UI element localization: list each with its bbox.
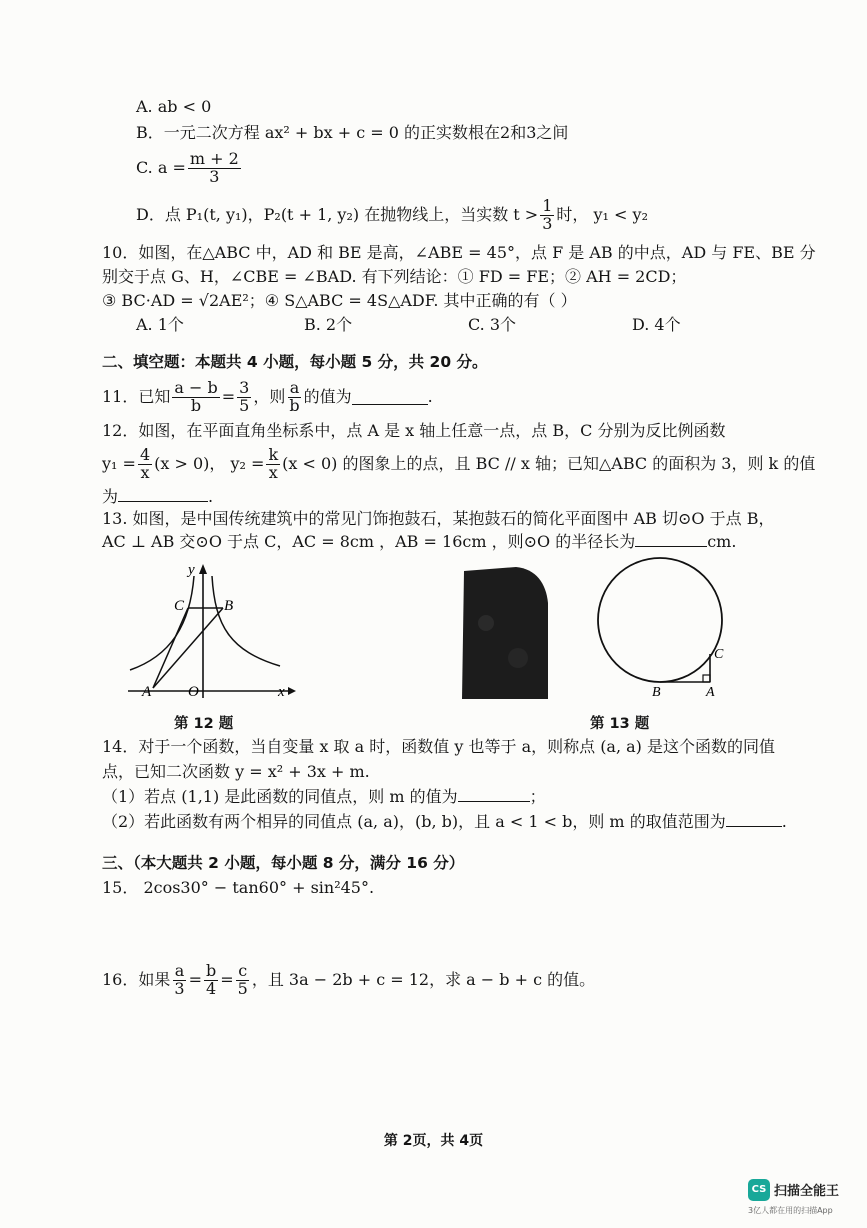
camscanner-logo-icon: CS xyxy=(748,1179,770,1201)
watermark-subtitle: 3亿人都在用的扫描App xyxy=(748,1206,833,1215)
q16-equals-2: = xyxy=(220,970,234,989)
q16-f2-denominator: 4 xyxy=(206,978,217,998)
q14-part1-end: ； xyxy=(529,787,546,806)
q9-option-c-prefix: C. a = xyxy=(136,158,186,177)
label-b: B xyxy=(652,685,661,700)
q12-y1: y₁ = xyxy=(102,454,136,473)
q13-unit: cm. xyxy=(707,532,737,551)
q14-part1-blank[interactable] xyxy=(458,787,530,802)
y-axis-arrow xyxy=(199,564,207,574)
q14-line-1: 14．对于一个函数，当自变量 x 取 a 时，函数值 y 也等于 a，则称点 (a, a) 是这个函数的同值 xyxy=(102,737,776,756)
label-c: C xyxy=(714,647,724,662)
q14-part2-text: （2）若此函数有两个相异的同值点 (a, a)，(b, b)，且 a < 1 < b，则 m 的取值范围为 xyxy=(102,812,726,831)
q14-part-2 xyxy=(102,811,787,833)
q9-d-denominator: 3 xyxy=(542,213,553,233)
q11-f3-denominator: b xyxy=(289,395,300,415)
label-x: x xyxy=(278,684,285,700)
q16-suffix: ，且 3a − 2b + c = 12，求 a − b + c 的值。 xyxy=(251,970,596,989)
q9-c-numerator: m + 2 xyxy=(189,148,239,168)
q9-option-d-suffix: 时， y₁ < y₂ xyxy=(556,205,648,224)
q10-option-d: D. 4个 xyxy=(632,315,681,334)
segment-ac xyxy=(153,608,188,688)
q16-fraction-b xyxy=(204,960,218,998)
q9-d-numerator: 1 xyxy=(542,195,553,215)
figure-13-caption: 第 13 题 xyxy=(590,716,650,732)
q11-answer-blank[interactable] xyxy=(352,390,428,405)
q14-part1-text: （1）若点 (1,1) 是此函数的同值点，则 m 的值为 xyxy=(102,787,458,806)
q16-f2-numerator: b xyxy=(205,960,217,980)
x-axis-arrow xyxy=(288,687,296,695)
label-b: B xyxy=(224,598,234,614)
q9-option-d-prefix: D．点 P₁(t, y₁)，P₂(t + 1, y₂) 在抛物线上，当实数 t > xyxy=(136,205,539,224)
hyperbola-right-branch xyxy=(212,576,280,666)
q12-f2-denominator: x xyxy=(268,462,278,482)
q11-suffix: 的值为 xyxy=(303,387,352,406)
q16-fraction-a xyxy=(172,960,186,998)
q9-option-a: A. ab < 0 xyxy=(136,97,212,116)
q12-fraction-2 xyxy=(266,444,280,482)
q12-line3-end: . xyxy=(208,487,214,506)
q12-f1-denominator: x xyxy=(140,462,150,482)
q12-f2-numerator: k xyxy=(268,444,279,464)
hyperbola-left-branch xyxy=(130,576,194,670)
q9-option-b: B．一元二次方程 ax² + bx + c = 0 的正实数根在2和3之间 xyxy=(136,123,569,142)
figure-13-drum-stone-photo xyxy=(456,563,552,703)
q11-equals: = xyxy=(221,387,236,406)
q12-fraction-1 xyxy=(138,444,152,482)
q13-line-1: 13. 如图，是中国传统建筑中的常见门饰抱鼓石，某抱鼓石的简化平面图中 AB 切⊙O 于点 B， xyxy=(102,509,775,528)
label-c: C xyxy=(174,598,185,614)
stone-texture xyxy=(478,615,494,631)
figure-13-circle-diagram xyxy=(590,556,740,706)
q12-answer-blank[interactable] xyxy=(118,487,208,502)
q14-part-1 xyxy=(102,786,546,808)
q12-f1-numerator: 4 xyxy=(139,444,151,464)
q10-line-3: ③ BC·AD = √2AE²；④ S△ABC = 4S△ADF. 其中正确的有（ ） xyxy=(102,291,577,310)
q11-f2-denominator: 5 xyxy=(239,395,250,415)
q16-f1-denominator: 3 xyxy=(174,978,185,998)
q11-fraction-1 xyxy=(172,377,219,415)
section-2-title: 二、填空题：本题共 4 小题，每小题 5 分，共 20 分。 xyxy=(102,353,488,371)
q16-f1-numerator: a xyxy=(174,960,185,980)
figure-12-graph xyxy=(120,556,300,704)
q16-f3-numerator: c xyxy=(238,960,248,980)
segment-ab xyxy=(153,608,223,688)
q16-equals-1: = xyxy=(188,970,202,989)
q12-line-2 xyxy=(102,442,815,486)
q11-mid: ，则 xyxy=(253,387,286,406)
q9-option-c-fraction xyxy=(188,148,241,186)
q14-line-2: 点，已知二次函数 y = x² + 3x + m. xyxy=(102,762,370,781)
q16-f3-denominator: 5 xyxy=(237,978,248,998)
q12-line3-prefix: 为 xyxy=(102,487,119,506)
label-o: O xyxy=(188,684,199,700)
section-3-title: 三、（本大题共 2 小题，每小题 8 分，满分 16 分） xyxy=(102,854,465,872)
q10-option-b: B. 2个 xyxy=(304,315,353,334)
stone-texture xyxy=(508,648,528,668)
q16 xyxy=(102,958,595,1002)
q11-f1-denominator: b xyxy=(190,395,202,415)
q11-prefix: 11．已知 xyxy=(102,387,171,406)
right-angle-mark xyxy=(703,675,710,682)
q14-part2-end: . xyxy=(781,812,787,831)
q10-line-1: 10．如图，在△ABC 中，AD 和 BE 是高，∠ABE = 45°，点 F 是 AB 的中点，AD 与 FE、BE 分 xyxy=(102,243,816,262)
scanner-watermark xyxy=(748,1175,860,1223)
q11-f3-numerator: a xyxy=(289,377,300,397)
q12-cond1: (x > 0)， y₂ = xyxy=(154,454,265,473)
circle-o xyxy=(598,558,722,682)
q16-prefix: 16．如果 xyxy=(102,970,171,989)
label-y: y xyxy=(188,562,195,578)
q11-f2-numerator: 3 xyxy=(239,377,250,397)
q16-fraction-c xyxy=(236,960,250,998)
label-a: A xyxy=(706,685,715,700)
q9-option-d xyxy=(136,193,648,237)
q10-option-c: C. 3个 xyxy=(468,315,517,334)
q11-end: . xyxy=(427,387,433,406)
q9-option-d-fraction xyxy=(540,195,554,233)
figure-12-caption: 第 12 题 xyxy=(174,716,234,732)
q13-line2-text: AC ⊥ AB 交⊙O 于点 C，AC = 8cm ，AB = 16cm ，则⊙O 的半径长为 xyxy=(102,532,636,551)
q11 xyxy=(102,374,433,420)
watermark-title: 扫描全能王 xyxy=(774,1184,840,1199)
label-a: A xyxy=(142,684,152,700)
q11-fraction-2 xyxy=(237,377,251,415)
q10-option-a: A. 1个 xyxy=(136,315,184,334)
q9-option-c xyxy=(136,146,243,190)
drum-stone-silhouette xyxy=(462,567,548,699)
q15: 15． 2cos30° − tan60° + sin²45°. xyxy=(102,878,375,897)
q13-line-2 xyxy=(102,531,736,553)
q14-part2-blank[interactable] xyxy=(726,812,782,827)
q9-c-denominator: 3 xyxy=(209,166,220,186)
q10-line-2: 别交于点 G、H，∠CBE = ∠BAD. 有下列结论：① FD = FE；② AH = 2CD； xyxy=(102,267,687,286)
q11-f1-numerator: a − b xyxy=(174,377,218,397)
q13-answer-blank[interactable] xyxy=(635,532,707,547)
page-footer: 第 2页，共 4页 xyxy=(383,1133,484,1149)
q11-fraction-3 xyxy=(287,377,301,415)
q12-line-3 xyxy=(102,486,213,508)
q12-line-1: 12．如图，在平面直角坐标系中，点 A 是 x 轴上任意一点，点 B，C 分别为反比例函数 xyxy=(102,421,726,440)
q12-cond2: (x < 0) 的图象上的点，且 BC // x 轴；已知△ABC 的面积为 3，则 k 的值 xyxy=(282,454,816,473)
